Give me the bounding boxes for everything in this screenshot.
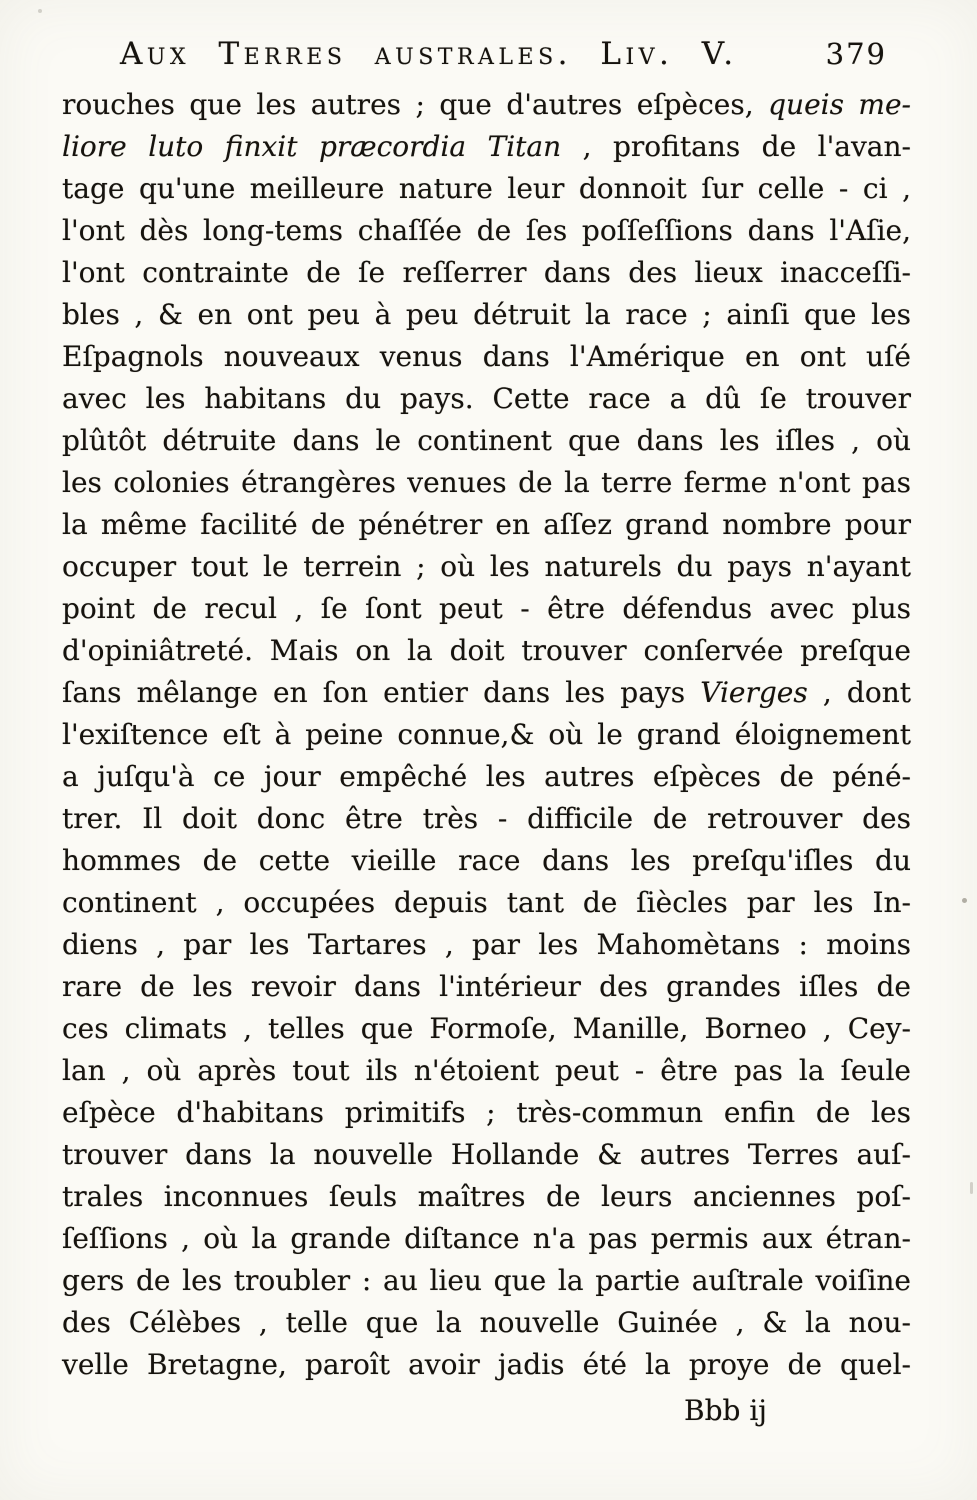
text-segment: occuper tout le terrein ; où les naturels du pays n'ayant bbox=[62, 550, 911, 583]
italic-text-segment: queis me- bbox=[768, 88, 911, 121]
text-segment: ſans mêlange en ſon entier dans les pays bbox=[62, 676, 701, 709]
scan-artifact bbox=[38, 9, 42, 13]
text-segment: gers de les troubler : au lieu que la partie auſtrale voiſine bbox=[62, 1264, 911, 1297]
text-line bbox=[62, 168, 911, 210]
text-segment: , profitans de l'avan- bbox=[561, 130, 911, 163]
text-segment: ces climats , telles que Formoſe, Manille, Borneo , Cey- bbox=[62, 1012, 911, 1045]
text-line bbox=[62, 126, 911, 168]
text-segment: trales inconnues ſeuls maîtres de leurs anciennes poſ- bbox=[62, 1180, 911, 1213]
text-line bbox=[62, 1092, 911, 1134]
italic-text-segment: Vierges bbox=[700, 676, 808, 709]
text-segment: trer. Il doit donc être très - difficile de retrouver des bbox=[62, 802, 911, 835]
text-segment: rare de les revoir dans l'intérieur des grandes iſles de bbox=[62, 970, 911, 1003]
text-line bbox=[62, 210, 911, 252]
text-line bbox=[62, 882, 911, 924]
text-segment: les colonies étrangères venues de la terre ferme n'ont pas bbox=[62, 466, 911, 499]
text-segment: Eſpagnols nouveaux venus dans l'Amérique en ont uſé bbox=[62, 340, 911, 373]
text-segment: avec les habitans du pays. Cette race a dû ſe trouver bbox=[62, 382, 911, 415]
text-segment: trouver dans la nouvelle Hollande & autres Terres auſ- bbox=[62, 1138, 911, 1171]
text-segment: eſpèce d'habitans primitifs ; très-commun enfin de les bbox=[62, 1096, 911, 1129]
text-segment: ſeſſions , où la grande diſtance n'a pas permis aux étran- bbox=[62, 1222, 911, 1255]
text-segment: d'opiniâtreté. Mais on la doit trouver conſervée preſque bbox=[62, 634, 911, 667]
page-header bbox=[0, 0, 977, 72]
text-line bbox=[62, 630, 911, 672]
text-line bbox=[62, 714, 911, 756]
text-line bbox=[62, 378, 911, 420]
text-segment: l'ont contrainte de ſe reſſerrer dans des lieux inacceſſi- bbox=[62, 256, 911, 289]
text-line bbox=[62, 588, 911, 630]
text-segment: plûtôt détruite dans le continent que dans les iſles , où bbox=[62, 424, 911, 457]
text-segment: continent , occupées depuis tant de ſiècles par les In- bbox=[62, 886, 911, 919]
text-segment: tage qu'une meilleure nature leur donnoit ſur celle - ci , bbox=[62, 172, 911, 205]
text-segment: lan , où après tout ils n'étoient peut - être pas la ſeule bbox=[62, 1054, 911, 1087]
text-segment: rouches que les autres ; que d'autres eſpèces, bbox=[62, 88, 769, 121]
text-line bbox=[62, 336, 911, 378]
text-line bbox=[62, 1302, 911, 1344]
text-line bbox=[62, 1218, 911, 1260]
text-segment: bles , & en ont peu à peu détruit la race ; ainſi que les bbox=[62, 298, 911, 331]
running-title: Aux Terres australes. Liv. V. bbox=[120, 36, 738, 72]
text-segment: l'exiſtence eſt à peine connue,& où le grand éloignement bbox=[62, 718, 911, 751]
text-segment: diens , par les Tartares , par les Mahomètans : moins bbox=[62, 928, 911, 961]
text-segment: des Célèbes , telle que la nouvelle Guinée , & la nou- bbox=[62, 1306, 911, 1339]
text-segment: l'ont dès long-tems chaſſée de ſes poſſeſſions dans l'Aſie, bbox=[62, 214, 911, 247]
page-number: 379 bbox=[825, 37, 887, 71]
text-line bbox=[62, 798, 911, 840]
text-line bbox=[62, 504, 911, 546]
text-line bbox=[62, 420, 911, 462]
text-segment: la même facilité de pénétrer en aſſez grand nombre pour bbox=[62, 508, 911, 541]
text-segment: point de recul , ſe ſont peut - être défendus avec plus bbox=[62, 592, 911, 625]
text-line bbox=[62, 1134, 911, 1176]
text-line bbox=[62, 1260, 911, 1302]
text-line bbox=[62, 1176, 911, 1218]
text-line bbox=[62, 672, 911, 714]
text-line bbox=[62, 1050, 911, 1092]
body-text bbox=[0, 72, 977, 1386]
text-segment: a juſqu'à ce jour empêché les autres eſpèces de péné- bbox=[62, 760, 911, 793]
text-line bbox=[62, 462, 911, 504]
italic-text-segment: liore luto finxit præcordia Titan bbox=[62, 130, 562, 163]
text-line bbox=[62, 1344, 911, 1386]
signature-mark: Bbb ij bbox=[684, 1394, 767, 1427]
text-line bbox=[62, 252, 911, 294]
text-line bbox=[62, 924, 911, 966]
text-segment: hommes de cette vieille race dans les preſqu'iſles du bbox=[62, 844, 911, 877]
text-line bbox=[62, 756, 911, 798]
text-line bbox=[62, 294, 911, 336]
text-line bbox=[62, 966, 911, 1008]
text-line bbox=[62, 84, 911, 126]
scan-artifact bbox=[962, 898, 967, 903]
text-line bbox=[62, 1008, 911, 1050]
text-segment: , dont bbox=[807, 676, 911, 709]
text-line bbox=[62, 546, 911, 588]
scan-artifact bbox=[970, 1182, 973, 1194]
text-line bbox=[62, 840, 911, 882]
text-segment: velle Bretagne, paroît avoir jadis été la proye de quel- bbox=[62, 1348, 911, 1381]
